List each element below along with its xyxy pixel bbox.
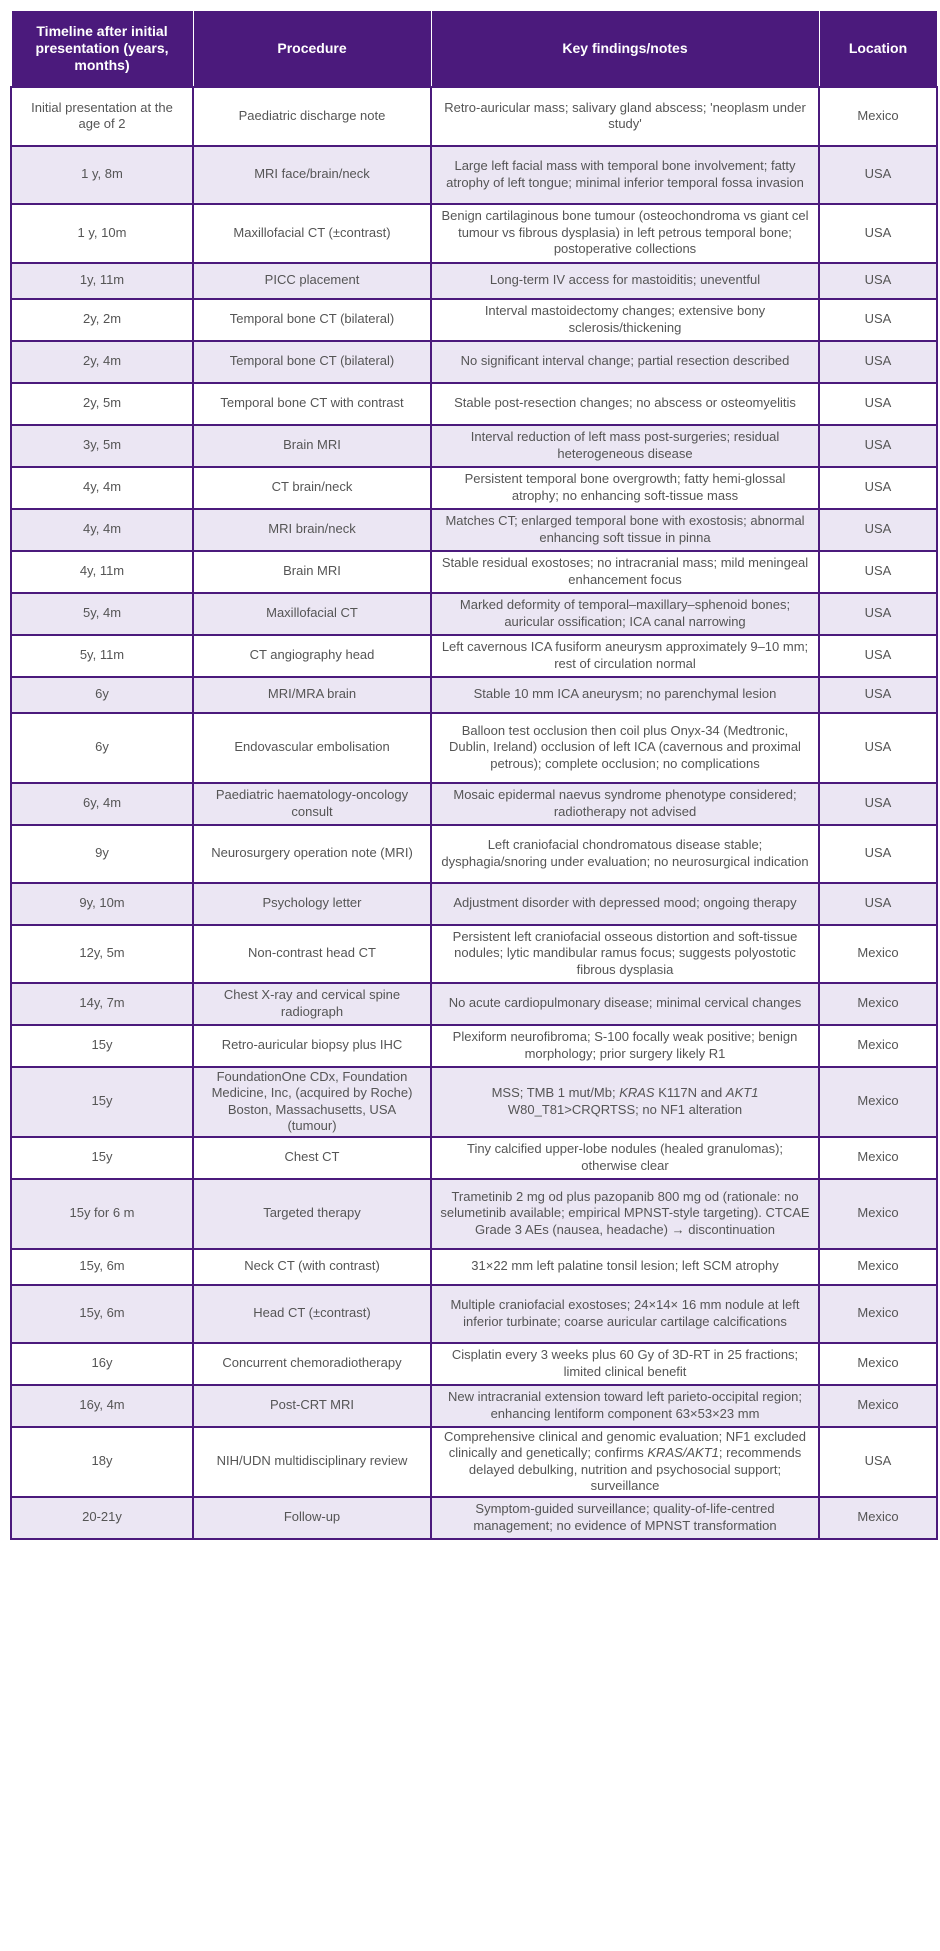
cell-location: Mexico: [819, 925, 937, 983]
table-row: [11, 383, 937, 425]
table-row: [11, 299, 937, 341]
cell-timeline: 15y for 6 m: [11, 1179, 193, 1249]
cell-location: Mexico: [819, 1249, 937, 1285]
cell-findings: Left cavernous ICA fusiform aneurysm approximately 9–10 mm; rest of circulation normal: [431, 635, 819, 677]
cell-procedure: Targeted therapy: [193, 1179, 431, 1249]
table-row: [11, 783, 937, 825]
cell-procedure: Chest CT: [193, 1137, 431, 1179]
cell-location: USA: [819, 299, 937, 341]
cell-procedure: Maxillofacial CT: [193, 593, 431, 635]
table-row: [11, 1285, 937, 1343]
table-row: [11, 467, 937, 509]
cell-procedure: Brain MRI: [193, 551, 431, 593]
cell-procedure: NIH/UDN multidisciplinary review: [193, 1427, 431, 1497]
cell-procedure: Chest X-ray and cervical spine radiograph: [193, 983, 431, 1025]
cell-timeline: 14y, 7m: [11, 983, 193, 1025]
gene-name: KRAS/AKT1: [647, 1445, 719, 1460]
cell-procedure: Temporal bone CT (bilateral): [193, 341, 431, 383]
cell-findings: Trametinib 2 mg od plus pazopanib 800 mg od (rationale: no selumetinib available; empirical MPNST-style targeting). CTCAE Grade 3 AEs (nausea, headache) → discontinuation: [431, 1179, 819, 1249]
table-row: [11, 983, 937, 1025]
cell-location: USA: [819, 383, 937, 425]
cell-timeline: 15y: [11, 1025, 193, 1067]
cell-procedure: CT angiography head: [193, 635, 431, 677]
cell-location: Mexico: [819, 1343, 937, 1385]
table-row: [11, 1179, 937, 1249]
table-body: [11, 87, 937, 1539]
cell-procedure: FoundationOne CDx, Foundation Medicine, Inc, (acquired by Roche) Boston, Massachusetts, USA (tumour): [193, 1067, 431, 1137]
cell-timeline: 1y, 11m: [11, 263, 193, 299]
cell-timeline: 9y, 10m: [11, 883, 193, 925]
table-row: [11, 509, 937, 551]
cell-findings: Mosaic epidermal naevus syndrome phenotype considered; radiotherapy not advised: [431, 783, 819, 825]
cell-procedure: Endovascular embolisation: [193, 713, 431, 783]
cell-timeline: 15y: [11, 1137, 193, 1179]
cell-location: USA: [819, 204, 937, 263]
cell-procedure: Paediatric haematology-oncology consult: [193, 783, 431, 825]
cell-procedure: Maxillofacial CT (±contrast): [193, 204, 431, 263]
table-row: [11, 713, 937, 783]
cell-procedure: Non-contrast head CT: [193, 925, 431, 983]
cell-timeline: 6y: [11, 713, 193, 783]
cell-findings: 31×22 mm left palatine tonsil lesion; left SCM atrophy: [431, 1249, 819, 1285]
table-row: [11, 925, 937, 983]
table-row: [11, 1249, 937, 1285]
cell-location: USA: [819, 1427, 937, 1497]
table-row: [11, 1343, 937, 1385]
cell-timeline: 15y: [11, 1067, 193, 1137]
cell-timeline: 4y, 4m: [11, 467, 193, 509]
cell-findings: Long-term IV access for mastoiditis; uneventful: [431, 263, 819, 299]
cell-location: USA: [819, 146, 937, 204]
cell-findings: Benign cartilaginous bone tumour (osteochondroma vs giant cel tumour vs fibrous dysplasia) in left petrous temporal bone; postoperative collections: [431, 204, 819, 263]
cell-timeline: 5y, 11m: [11, 635, 193, 677]
gene-name: AKT1: [725, 1085, 759, 1100]
cell-timeline: 15y, 6m: [11, 1249, 193, 1285]
table-row: [11, 341, 937, 383]
findings-text: Comprehensive clinical and genomic evaluation; NF1 excluded clinically and genetically; confirms: [443, 1428, 807, 1460]
cell-procedure: Paediatric discharge note: [193, 87, 431, 146]
table-row: [11, 263, 937, 299]
cell-timeline: 1 y, 10m: [11, 204, 193, 263]
cell-findings: Matches CT; enlarged temporal bone with exostosis; abnormal enhancing soft tissue in pinna: [431, 509, 819, 551]
cell-findings: No acute cardiopulmonary disease; minimal cervical changes: [431, 983, 819, 1025]
cell-location: USA: [819, 263, 937, 299]
cell-timeline: 9y: [11, 825, 193, 883]
findings-text: W80_T81>CRQRTSS; no NF1 alteration: [507, 1101, 743, 1117]
cell-location: Mexico: [819, 1025, 937, 1067]
cell-timeline: 5y, 4m: [11, 593, 193, 635]
cell-findings: Stable residual exostoses; no intracranial mass; mild meningeal enhancement focus: [431, 551, 819, 593]
cell-location: USA: [819, 783, 937, 825]
cell-location: USA: [819, 509, 937, 551]
cell-findings: Marked deformity of temporal–maxillary–sphenoid bones; auricular ossification; ICA canal narrowing: [431, 593, 819, 635]
cell-findings: Large left facial mass with temporal bone involvement; fatty atrophy of left tongue; minimal inferior temporal fossa invasion: [431, 146, 819, 204]
cell-procedure: MRI face/brain/neck: [193, 146, 431, 204]
table-row: [11, 146, 937, 204]
cell-location: USA: [819, 825, 937, 883]
cell-location: USA: [819, 713, 937, 783]
table-row: [11, 425, 937, 467]
header-location: Location: [819, 11, 937, 87]
cell-timeline: 6y, 4m: [11, 783, 193, 825]
cell-procedure: Temporal bone CT with contrast: [193, 383, 431, 425]
table-row: [11, 1427, 937, 1497]
table-row: [11, 677, 937, 713]
table-row: [11, 204, 937, 263]
cell-procedure: Neurosurgery operation note (MRI): [193, 825, 431, 883]
cell-location: USA: [819, 635, 937, 677]
cell-timeline: Initial presentation at the age of 2: [11, 87, 193, 146]
table-row: [11, 1067, 937, 1137]
cell-findings: Retro-auricular mass; salivary gland abscess; 'neoplasm under study': [431, 87, 819, 146]
cell-procedure: Concurrent chemoradiotherapy: [193, 1343, 431, 1385]
cell-procedure: PICC placement: [193, 263, 431, 299]
findings-text: MSS; TMB 1 mut/Mb;: [491, 1085, 620, 1100]
cell-findings: [431, 1067, 819, 1137]
table-row: [11, 635, 937, 677]
cell-location: Mexico: [819, 1385, 937, 1427]
cell-procedure: Temporal bone CT (bilateral): [193, 299, 431, 341]
table-row: [11, 593, 937, 635]
cell-procedure: MRI brain/neck: [193, 509, 431, 551]
cell-timeline: 6y: [11, 677, 193, 713]
cell-procedure: Head CT (±contrast): [193, 1285, 431, 1343]
table-row: [11, 1385, 937, 1427]
cell-procedure: Post-CRT MRI: [193, 1385, 431, 1427]
table-header-row: [11, 11, 937, 87]
cell-findings: No significant interval change; partial resection described: [431, 341, 819, 383]
header-findings: Key findings/notes: [431, 11, 819, 87]
cell-findings: Plexiform neurofibroma; S-100 focally weak positive; benign morphology; prior surgery likely R1: [431, 1025, 819, 1067]
cell-location: USA: [819, 341, 937, 383]
cell-procedure: Psychology letter: [193, 883, 431, 925]
cell-location: Mexico: [819, 87, 937, 146]
cell-timeline: 2y, 5m: [11, 383, 193, 425]
cell-findings: Symptom-guided surveillance; quality-of-life-centred management; no evidence of MPNST transformation: [431, 1497, 819, 1539]
cell-timeline: 15y, 6m: [11, 1285, 193, 1343]
table-row: [11, 1025, 937, 1067]
cell-findings: Left craniofacial chondromatous disease stable; dysphagia/snoring under evaluation; no neurosurgical indication: [431, 825, 819, 883]
cell-location: USA: [819, 593, 937, 635]
timeline-table: [10, 10, 938, 1540]
cell-procedure: Brain MRI: [193, 425, 431, 467]
cell-procedure: MRI/MRA brain: [193, 677, 431, 713]
cell-findings: Tiny calcified upper-lobe nodules (healed granulomas); otherwise clear: [431, 1137, 819, 1179]
table-row: [11, 87, 937, 146]
cell-location: USA: [819, 551, 937, 593]
cell-timeline: 2y, 4m: [11, 341, 193, 383]
cell-timeline: 1 y, 8m: [11, 146, 193, 204]
cell-findings: Stable post-resection changes; no abscess or osteomyelitis: [431, 383, 819, 425]
cell-timeline: 16y, 4m: [11, 1385, 193, 1427]
cell-timeline: 4y, 11m: [11, 551, 193, 593]
gene-name: KRAS: [619, 1085, 655, 1100]
cell-findings: Adjustment disorder with depressed mood; ongoing therapy: [431, 883, 819, 925]
cell-timeline: 3y, 5m: [11, 425, 193, 467]
table-row: [11, 883, 937, 925]
cell-procedure: Retro-auricular biopsy plus IHC: [193, 1025, 431, 1067]
cell-findings: New intracranial extension toward left parieto-occipital region; enhancing lentiform component 63×53×23 mm: [431, 1385, 819, 1427]
cell-location: USA: [819, 467, 937, 509]
header-timeline: Timeline after initial presentation (years, months): [11, 11, 193, 87]
table-row: [11, 825, 937, 883]
cell-procedure: CT brain/neck: [193, 467, 431, 509]
cell-location: USA: [819, 883, 937, 925]
cell-location: Mexico: [819, 1497, 937, 1539]
cell-location: Mexico: [819, 1067, 937, 1137]
cell-timeline: 2y, 2m: [11, 299, 193, 341]
cell-location: USA: [819, 677, 937, 713]
cell-location: USA: [819, 425, 937, 467]
cell-findings: Cisplatin every 3 weeks plus 60 Gy of 3D-RT in 25 fractions; limited clinical benefit: [431, 1343, 819, 1385]
cell-timeline: 16y: [11, 1343, 193, 1385]
cell-timeline: 12y, 5m: [11, 925, 193, 983]
cell-findings: Persistent temporal bone overgrowth; fatty hemi-glossal atrophy; no enhancing soft-tissue mass: [431, 467, 819, 509]
cell-procedure: Follow-up: [193, 1497, 431, 1539]
cell-findings: Interval reduction of left mass post-surgeries; residual heterogeneous disease: [431, 425, 819, 467]
cell-findings: Multiple craniofacial exostoses; 24×14× 16 mm nodule at left inferior turbinate; coarse auricular cartilage calcifications: [431, 1285, 819, 1343]
cell-timeline: 18y: [11, 1427, 193, 1497]
cell-procedure: Neck CT (with contrast): [193, 1249, 431, 1285]
cell-findings: Interval mastoidectomy changes; extensive bony sclerosis/thickening: [431, 299, 819, 341]
table-row: [11, 1137, 937, 1179]
table-row: [11, 551, 937, 593]
findings-text: ; recommends delayed debulking, nutrition and psychosocial support; surveillance: [468, 1445, 802, 1493]
cell-findings: Stable 10 mm ICA aneurysm; no parenchymal lesion: [431, 677, 819, 713]
cell-findings: [431, 1427, 819, 1497]
cell-location: Mexico: [819, 983, 937, 1025]
header-procedure: Procedure: [193, 11, 431, 87]
cell-timeline: 20-21y: [11, 1497, 193, 1539]
cell-location: Mexico: [819, 1179, 937, 1249]
cell-findings: Balloon test occlusion then coil plus Onyx-34 (Medtronic, Dublin, Ireland) occlusion of left ICA (cavernous and proximal petrous); complete occlusion; no complications: [431, 713, 819, 783]
cell-location: Mexico: [819, 1285, 937, 1343]
cell-timeline: 4y, 4m: [11, 509, 193, 551]
findings-text: K117N and: [654, 1085, 726, 1100]
cell-findings: Persistent left craniofacial osseous distortion and soft-tissue nodules; lytic mandibular ramus focus; suggests polyostotic fibrous dysplasia: [431, 925, 819, 983]
table-row: [11, 1497, 937, 1539]
cell-location: Mexico: [819, 1137, 937, 1179]
timeline-table-container: [10, 10, 936, 1540]
